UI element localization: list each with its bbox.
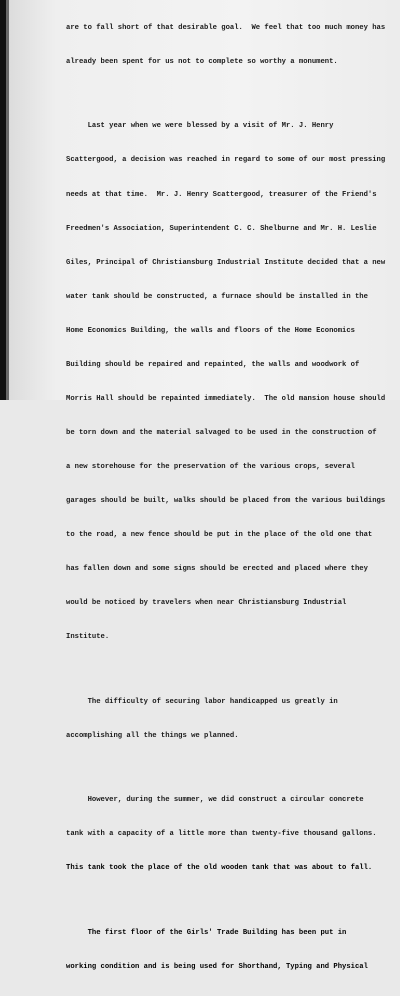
text-line: Building should be repaired and repainted, the walls and woodwork of (66, 360, 360, 369)
text-line: The difficulty of securing labor handicapped us greatly in (66, 697, 338, 706)
text-line: However, during the summer, we did construct a circular concrete (66, 796, 364, 805)
text-line: water tank should be constructed, a furnace should be installed in the (66, 292, 368, 301)
text-line: Scattergood, a decision was reached in regard to some of our most pressing (66, 156, 386, 165)
text-line: The first floor of the Girls' Trade Building has been put in (66, 929, 347, 938)
text-line: Last year when we were blessed by a visit of Mr. J. Henry (66, 122, 334, 131)
text-line: be torn down and the material salvaged to be used in the construction of (66, 428, 377, 437)
text-line: Giles, Principal of Christiansburg Industrial Institute decided that a new (66, 258, 386, 267)
paragraph-gap (66, 765, 386, 773)
text-line: Freedmen's Association, Superintendent C. C. Shelburne and Mr. H. Leslie (66, 224, 377, 233)
text-line: Home Economics Building, the walls and floors of the Home Economics (66, 326, 355, 335)
text-line: to the road, a new fence should be put in the place of the old one that (66, 530, 373, 539)
paragraph-gap (66, 91, 386, 99)
paragraph-gap (66, 897, 386, 905)
text-line: garages should be built, walks should be placed from the various buildings (66, 496, 386, 505)
text-line: are to fall short of that desirable goal. We feel that too much money has (66, 23, 386, 32)
text-line: tank with a capacity of a little more than twenty-five thousand gallons. (66, 830, 377, 839)
text-line: a new storehouse for the preservation of the various crops, several (66, 462, 355, 471)
text-line: working condition and is being used for Shorthand, Typing and Physical (66, 963, 368, 972)
text-line: would be noticed by travelers when near Christiansburg Industrial (66, 598, 347, 607)
paragraph-gap (66, 666, 386, 674)
text-line: This tank took the place of the old wooden tank that was about to fall. (66, 864, 373, 873)
text-line: Institute. (66, 632, 110, 641)
typed-text-body (66, 0, 386, 996)
text-line: Morris Hall should be repainted immediately. The old mansion house should (66, 394, 386, 403)
text-line: has fallen down and some signs should be erected and placed where they (66, 564, 368, 573)
text-line: accomplishing all the things we planned. (66, 731, 239, 740)
text-line: needs at that time. Mr. J. Henry Scattergood, treasurer of the Friend's (66, 190, 377, 199)
text-line: already been spent for us not to complete so worthy a monument. (66, 57, 338, 66)
